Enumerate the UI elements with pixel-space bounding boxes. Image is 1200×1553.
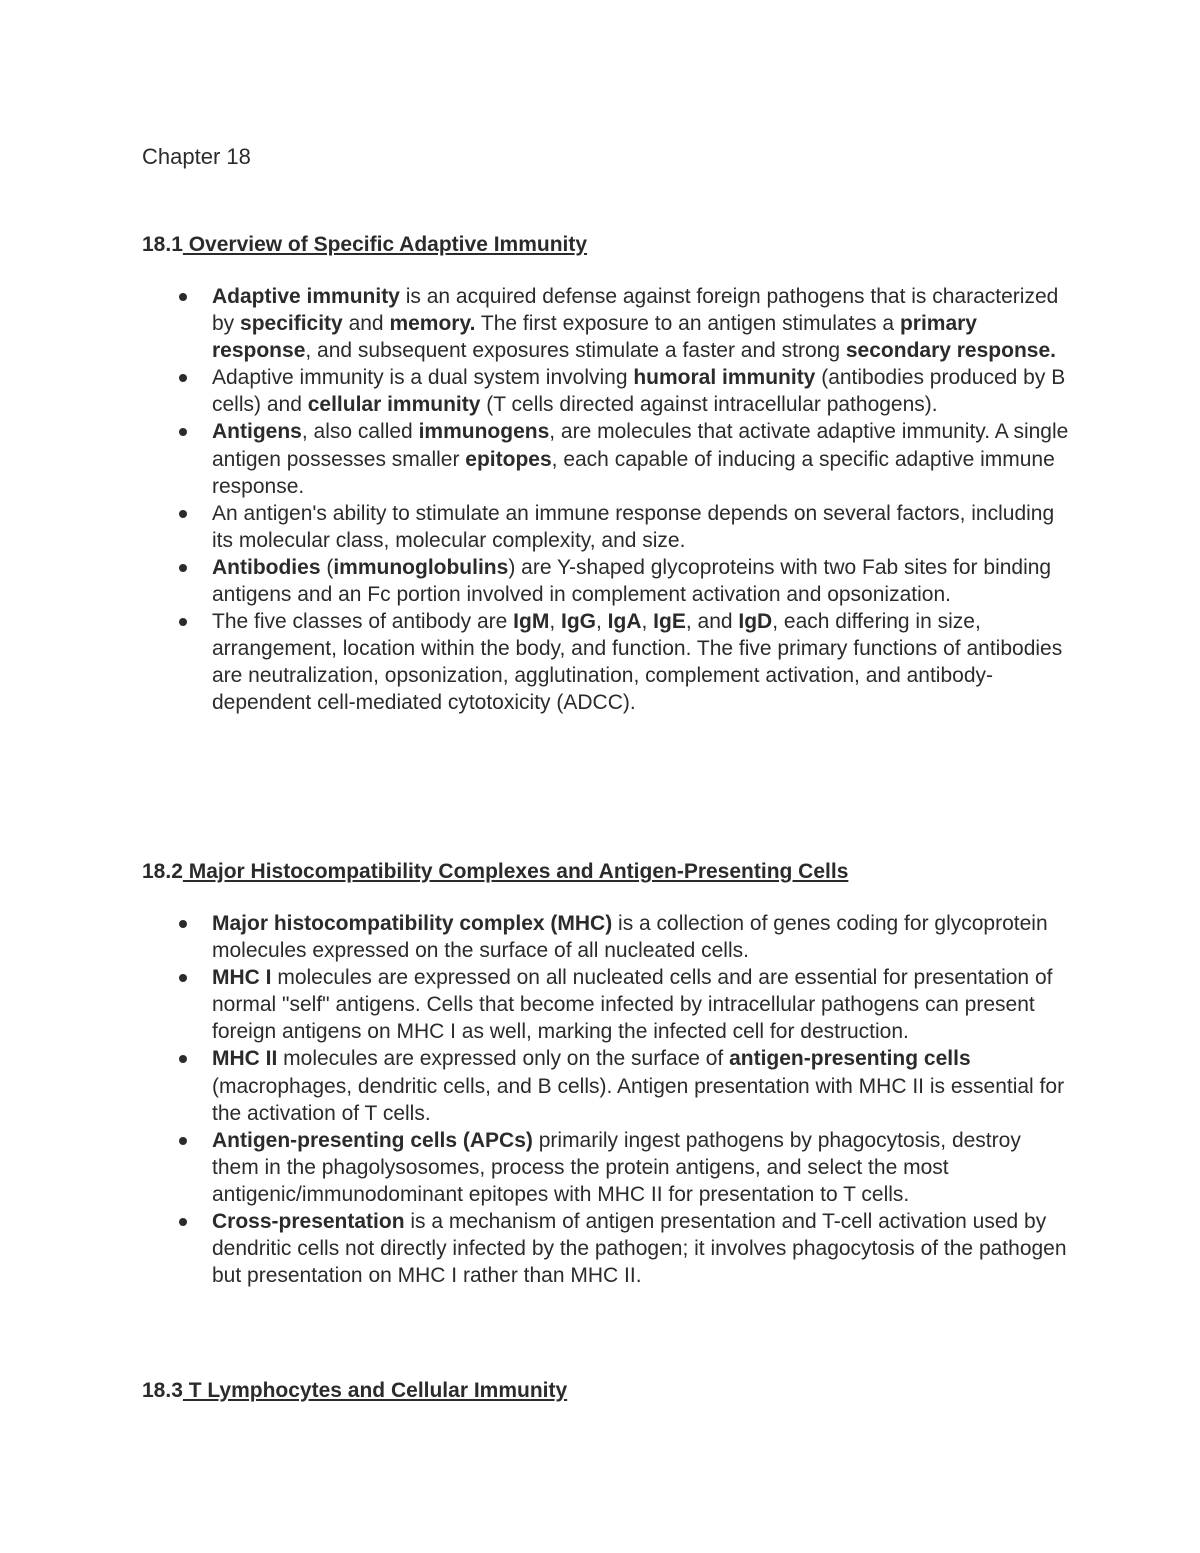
bold-term: Antigens xyxy=(212,420,302,444)
list-item xyxy=(142,1127,1072,1208)
bold-term: humoral immunity xyxy=(633,366,816,390)
bold-term: specificity xyxy=(240,312,343,336)
bullet-icon xyxy=(179,1218,187,1226)
bold-term: IgG xyxy=(561,610,596,634)
section-title: Overview of Specific Adaptive Immunity xyxy=(182,233,588,256)
text-run: (macrophages, dendritic cells, and B cells). Antigen presentation with MHC II is essential for the activation of T cells. xyxy=(212,1074,1065,1125)
bullet-icon xyxy=(179,1137,187,1145)
section-number: 18.3 xyxy=(142,1379,183,1402)
bold-term: Major histocompatibility complex (MHC) xyxy=(212,912,613,935)
bold-term: IgE xyxy=(653,610,686,634)
list-item xyxy=(142,964,1072,1045)
list-item xyxy=(142,910,1072,964)
bold-term: MHC I xyxy=(212,966,272,990)
chapter-title: Chapter 18 xyxy=(142,144,251,169)
text-run: molecules are expressed on all nucleated cells and are essential for presentation of normal "self" antigens. Cells that become infected by intracellular pathogens can present foreign antigens on MHC I as well, marking the infected cell for destruction. xyxy=(212,966,1053,1044)
text-run: , xyxy=(641,610,654,634)
text-run: molecules are expressed only on the surface of xyxy=(277,1047,730,1071)
bullet-icon xyxy=(179,293,187,301)
list-item xyxy=(142,364,1072,418)
text-run: , each differing in size, arrangement, location within the body, and function. The five primary functions of antibodies are neutralization, opsonization, agglutination, complement activation, and antibody-dependent cell-mediated cytotoxicity (ADCC). xyxy=(212,610,1063,715)
bold-term: Cross-presentation xyxy=(212,1210,405,1234)
bold-term: immunoglobulins xyxy=(333,555,509,579)
bullet-icon xyxy=(179,920,187,928)
bullet-icon xyxy=(179,974,187,982)
bold-term: memory. xyxy=(389,312,476,336)
section-heading xyxy=(142,1377,1072,1405)
bold-term: cellular immunity xyxy=(307,393,481,417)
text-run: , also called xyxy=(301,420,419,444)
text-run: , xyxy=(596,610,608,634)
text-run: (T cells directed against intracellular pathogens). xyxy=(480,393,938,417)
bullet-icon xyxy=(179,618,187,626)
section-number: 18.2 xyxy=(142,860,183,883)
bullet-icon xyxy=(179,374,187,382)
bold-term: IgM xyxy=(513,610,550,634)
bullet-list xyxy=(142,910,1072,1289)
section-number: 18.1 xyxy=(142,233,183,256)
bullet-icon xyxy=(179,1055,187,1063)
text-run: is a collection of genes coding for glycoprotein molecules expressed on the surface of all nucleated cells. xyxy=(212,912,1048,963)
list-item xyxy=(142,1045,1072,1126)
bold-term: Adaptive immunity xyxy=(212,285,400,308)
bold-term: primary response xyxy=(212,312,977,363)
section-heading xyxy=(142,858,1072,886)
bullet-icon xyxy=(179,564,187,572)
bold-term: Antibodies xyxy=(212,555,321,579)
text-run: The first exposure to an antigen stimulates a xyxy=(475,312,900,336)
bold-term: IgA xyxy=(607,610,642,634)
text-run: Adaptive immunity is a dual system involving xyxy=(212,366,634,390)
text-run: The five classes of antibody are xyxy=(212,610,514,634)
bold-term: antigen-presenting cells xyxy=(729,1047,971,1071)
list-item xyxy=(142,608,1072,716)
bullet-icon xyxy=(179,510,187,518)
text-run: , are molecules that activate adaptive immunity. A single antigen possesses smaller xyxy=(212,420,1069,471)
bullet-list xyxy=(142,283,1072,717)
section-18-3 xyxy=(142,1377,1072,1405)
text-run: is an acquired defense against foreign pathogens that is characterized by xyxy=(212,285,1059,336)
text-run: ( xyxy=(320,555,334,579)
list-item xyxy=(142,1208,1072,1289)
list-item xyxy=(142,283,1072,364)
text-run: primarily ingest pathogens by phagocytosis, destroy them in the phagolysosomes, process the protein antigens, and select the most antigenic/immunodominant epitopes with MHC II for presentation to T cells. xyxy=(212,1128,1021,1206)
bullet-icon xyxy=(179,428,187,436)
text-run: , xyxy=(549,610,561,634)
section-title: T Lymphocytes and Cellular Immunity xyxy=(182,1379,568,1402)
text-run: (antibodies produced by B cells) and xyxy=(212,366,1066,417)
text-run: An antigen's ability to stimulate an immune response depends on several factors, including its molecular class, molecular complexity, and size. xyxy=(212,501,1055,552)
bold-term: epitopes xyxy=(465,447,552,471)
text-run: and xyxy=(342,312,390,336)
text-run: , and subsequent exposures stimulate a faster and strong xyxy=(305,339,846,363)
text-run: , each capable of inducing a specific adaptive immune response. xyxy=(212,447,1055,498)
text-run: ) are Y-shaped glycoproteins with two Fab sites for binding antigens and an Fc portion involved in complement activation and opsonization. xyxy=(212,555,1052,607)
section-heading xyxy=(142,231,1072,259)
list-item xyxy=(142,554,1072,608)
bold-term: Antigen-presenting cells (APCs) xyxy=(212,1128,533,1152)
bold-term: secondary response. xyxy=(845,339,1056,363)
section-18-1 xyxy=(142,231,1072,717)
list-item xyxy=(142,500,1072,554)
text-run: is a mechanism of antigen presentation and T-cell activation used by dendritic cells not directly infected by the pathogen; it involves phagocytosis of the pathogen but presentation on MHC I rather than MHC II. xyxy=(212,1210,1067,1288)
bold-term: IgD xyxy=(738,610,773,634)
bold-term: immunogens xyxy=(418,420,550,444)
text-run: , and xyxy=(685,610,739,634)
list-item xyxy=(142,418,1072,499)
section-18-2 xyxy=(142,858,1072,1289)
bold-term: MHC II xyxy=(212,1047,278,1071)
section-title: Major Histocompatibility Complexes and Antigen-Presenting Cells xyxy=(182,860,849,883)
